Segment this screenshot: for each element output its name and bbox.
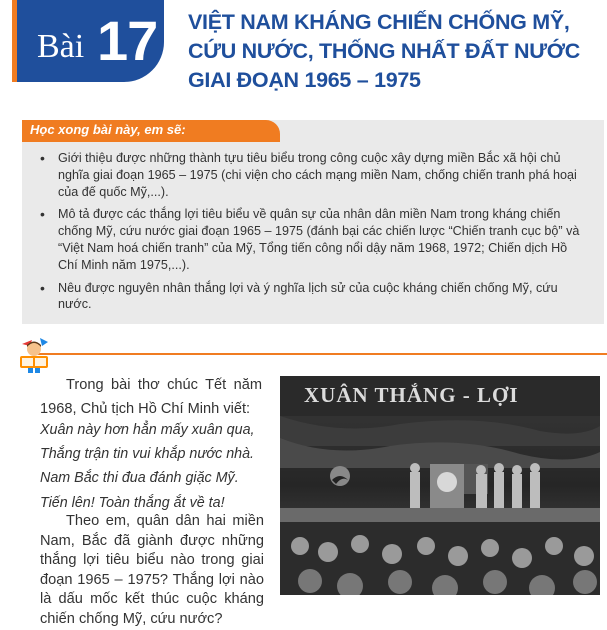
- lesson-badge: [12, 0, 164, 82]
- poem-line: Tiến lên! Toàn thắng ắt về ta!: [40, 494, 225, 511]
- bullet-icon: •: [40, 206, 45, 223]
- objective-item: [34, 150, 590, 200]
- historical-photo: [280, 376, 600, 595]
- objective-text: Giới thiệu được những thành tựu tiêu biểu trong công cuộc xây dựng miền Bắc xã hội chủ nghĩa giai đoạn 1965 – 1975 (chi viện cho cách mạng miền Nam, chống chiến tranh phá hoại của đế quốc Mỹ,...).: [58, 151, 577, 199]
- bullet-icon: •: [40, 279, 45, 296]
- lesson-word: Bài: [37, 28, 85, 65]
- objective-text: Mô tả được các thắng lợi tiêu biểu về quân sự của nhân dân miền Nam trong kháng chiến chống Mỹ, cứu nước giai đoạn 1965 – 1975 (đánh bại các chiến lược “Chiến tranh cục bộ” và “Việt Nam hoá chiến tranh” của Mỹ, Tổng tiến công nổi dậy năm 1968, 1972; Chiến dịch Hồ Chí Minh năm 1975,...).: [58, 207, 580, 272]
- title-line-1: VIỆT NAM KHÁNG CHIẾN CHỐNG MỸ,: [188, 10, 570, 34]
- objective-text: Nêu được nguyên nhân thắng lợi và ý nghĩa lịch sử của cuộc kháng chiến chống Mỹ, cứu nước.: [58, 280, 558, 312]
- title-line-2: CỨU NƯỚC, THỐNG NHẤT ĐẤT NƯỚC: [188, 39, 581, 63]
- poem-line: Xuân này hơn hẳn mấy xuân qua,: [40, 422, 255, 438]
- objectives-heading: Học xong bài này, em sẽ:: [30, 122, 186, 137]
- question-text: Theo em, quân dân hai miền Nam, Bắc đã giành được những thắng lợi tiêu biểu nào trong giai đoạn 1965 – 1975? Thắng lợi nào là dấu mốc kết thúc cuộc kháng chiến chống Mỹ, cứu nước?: [40, 513, 264, 627]
- reading-child-icon: [14, 334, 54, 374]
- objective-item: [34, 280, 590, 314]
- poem: [40, 418, 280, 515]
- lesson-number: 17: [97, 9, 158, 72]
- section-divider: [38, 353, 607, 355]
- photo-banner: XUÂN THẮNG - LỢI: [304, 383, 519, 407]
- title-line-3: GIAI ĐOẠN 1965 – 1975: [188, 68, 421, 92]
- poem-line: Nam Bắc thi đua đánh giặc Mỹ.: [40, 470, 239, 487]
- bullet-icon: •: [40, 150, 45, 166]
- poem-line: Thắng trận tin vui khắp nước nhà.: [40, 446, 255, 463]
- objectives-list: [34, 150, 590, 319]
- lesson-title: [188, 8, 598, 95]
- objective-item: [34, 206, 590, 273]
- intro-text: Trong bài thơ chúc Tết năm 1968, Chủ tịch Hồ Chí Minh viết:: [40, 377, 262, 417]
